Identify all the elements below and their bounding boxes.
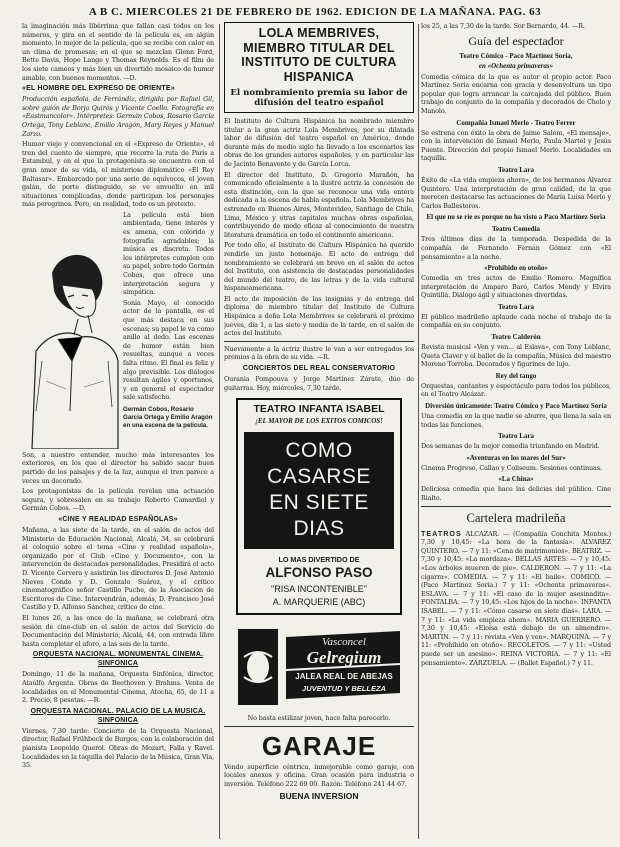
guia-block-title: Rey del tango bbox=[495, 371, 537, 380]
guia-block-subtitle: en «Ochenta primaveras» bbox=[478, 61, 554, 70]
divider bbox=[224, 726, 414, 727]
headline-conciertos: CONCIERTOS DEL REAL CONSERVATORIO bbox=[242, 365, 396, 373]
ad-small-text: No basta estilizar joven, hace falta parecerlo. bbox=[247, 714, 391, 723]
column-1 bbox=[22, 22, 214, 842]
review-paragraph: Humor viejo y convencional en el «Expreso de Oriente», el tren del cuento de siempre, que recorre la ruta de París a Estambul, y en el que la protagonista se encuentra con el gran amor de su vida, el misterioso diplomático «El Rey Baltasar». Embarcado por una serie de equívocos, el joven galán, de porte distinguido, se ve envuelto en mil situaciones complicadas, donde participan los personajes más peregrinos. Pero, en realidad, todo es un pretexto. bbox=[22, 140, 214, 209]
sketch-illustration bbox=[22, 211, 120, 449]
ad-title-block bbox=[244, 432, 394, 549]
guia-block-text: Orquestas, cantantes y espectáculo para todos los públicos, en el Teatro Alcázar. bbox=[421, 381, 611, 399]
side-paragraph: La película está bien ambientada, tiene interés y es amena, con colorido y fotografía agradables; la música es discreta. Todos los intérpretes cumplen con su papel, sobre todo Germán Cobos, que ofrece una interpretación segura y simpática. bbox=[123, 210, 214, 297]
guia-block-title: El que no se ríe es porque no ha visto a Paco Martínez Soria bbox=[426, 213, 606, 222]
guia-block-title: Diversión únicamente: Teatro Cómico y Paco Martínez Soria bbox=[425, 402, 607, 411]
divider bbox=[421, 506, 611, 507]
guia-block bbox=[421, 52, 611, 116]
guia-block-title: Teatro Lara bbox=[498, 302, 534, 311]
ad-lo-mas: LO MAS DIVERTIDO DE bbox=[278, 555, 360, 565]
review-paragraph: Son, a nuestro entender, mucho más interesantes los exteriores, en los que el director ha sabido sacar buen partido de los paisajes y de la luz, aunque el tren parece a veces un decorado. bbox=[22, 450, 214, 485]
top-paragraph: los 25, a las 7,30 de la tarde. Sor Bernardo, 44. —R. bbox=[421, 22, 585, 30]
news-paragraph: Viernes, 7,30 tarde: Concierto de la Orquesta Nacional, director, Rafael Frühbeck de Burgos, con la colaboración del pianista Leopoldo Querol. Obras de Mozart, Falla y Ravel. Localidades en la taquilla del Palacio de la Música, Gran Vía, 35. bbox=[22, 726, 214, 770]
headline-cine-realidad: «CINE Y REALIDAD ESPAÑOLAS» bbox=[58, 516, 178, 524]
article-paragraph: Por todo ello, el Instituto de Cultura Hispánica ha querido rendirle un justo homenaje. El acto de entrega del nombramiento se celebrará en breve en el salón de actos del Instituto, con asistencia de destacadas personalidades del mundo del teatro, de las letras y de la vida cultural hispanoamericana. bbox=[224, 241, 414, 293]
column-rule bbox=[219, 24, 220, 839]
illustration-row bbox=[22, 211, 214, 449]
column-2 bbox=[224, 22, 414, 842]
ad-tagline: ¡EL MAYOR DE LOS EXITOS COMICOS! bbox=[255, 417, 383, 426]
guia-block-title: Teatro Calderón bbox=[491, 333, 541, 342]
side-paragraph: Sonia Mayo, el conocido actor de la pantalla, es el que más destaca en sus escenas; su papel le va como anillo al dedo. Las escenas de humor están bien resueltas, aunque a veces falta ritmo. El final es feliz y algo previsible. Los diálogos resultan ágiles y oportunos, y en general el espectador sale satisfecho. bbox=[123, 298, 214, 402]
guia-block bbox=[421, 432, 611, 451]
guia-block-text: Revista musical «Ven y ven... al Eslava», con Tony Leblanc, Queta Claver y el ballet de la compañía. Música del maestro Moreno Torroba. Decorados y figurines de lujo. bbox=[421, 343, 611, 369]
illustration-caption: Germán Cobos, Rosario García Ortega y Emilio Aragón en una escena de la película. bbox=[123, 405, 213, 429]
guia-block bbox=[421, 119, 611, 163]
guia-block bbox=[421, 213, 611, 222]
guia-block-title: Teatro Cómico - Paco Martínez Soria, bbox=[459, 51, 573, 60]
guia-block-title: Teatro Comedia bbox=[491, 225, 541, 234]
guia-block bbox=[421, 333, 611, 369]
headline-orquesta-palacio: ORQUESTA NACIONAL. PALACIO DE LA MUSICA. SINFONICA bbox=[30, 707, 206, 724]
cartelera-text: ALCAZAR. — (Compañía Conchita Montes.) 7,30 y 10,45: «La hora de la fantasía». ALVAREZ QUINTERO. — 7 y 11: «Cena de matrimonios». BEATRIZ. — 7,30 y 10,45: «La mordaza». BELLAS ARTES. — 7 y 10,45: «Los árboles mueren de pie». CALDERON. — 7 y 11: «La cigarra». COMEDIA. — 7 y 11: «El baile». COMICO. — (Paco Martínez Soria.) 7 y 11: «Ochenta primaveras». ESLAVA. — 7 y 11: «El caso de la mujer asesinadita». FONTALBA. — 7 y 10,45: «Los hijos de la noche». INFANTA ISABEL. — 7 y 11: «Cómo casarse en siete días». LARA. — 7 y 11: «La vida empieza ahora». MARIA GUERRERO. — 7,30 y 10,45: «Eloísa está debajo de un almendro». MARTIN. — 7 y 11: revista «Ven y ven». MARQUINA. — 7 y 11: «Prohibido en otoño». RECOLETOS. — 7 y 11: «Usted puede ser un asesino». REINA VICTORIA. — 7 y 11: «El pensamiento». ZARZUELA. — (Ballet Español.) 7 y 11. bbox=[421, 529, 611, 667]
brand-name: Gelregium bbox=[306, 648, 382, 668]
ad-gelregium bbox=[234, 623, 404, 711]
film-credits: Producción española, de Ferrándiz, dirigida por Rafael Gil, sobre guión de Borja Quirós y Vicente Coello. Fotografía en «Eastmancolor». Intérpretes: Germán Cobos, Rosario García Ortega, Tony Leblanc, Emilio Aragón, Mary Reyes y Manuel Zarzo. bbox=[22, 95, 214, 138]
ad-teatro-infanta-isabel bbox=[236, 398, 402, 615]
article-paragraph: Ourania Pompouva y Jorge Martínez Zárate, dúo de guitarras. Hoy, miércoles, 7,30 tarde. bbox=[224, 375, 414, 392]
actor-sketch-icon bbox=[22, 211, 120, 449]
guia-block-title: «La China» bbox=[498, 475, 534, 484]
column-rule bbox=[418, 24, 419, 839]
headline-box bbox=[224, 22, 414, 113]
illustration-side-text bbox=[123, 211, 214, 430]
guia-block-text: Se estrena con éxito la obra de Jaime Salom, «El mensaje», con la intervención de Ismael Merlo, Paula Martel y Jesús Puente. Dirección del propio Ismael Merlo. Localidades en taquilla. bbox=[421, 128, 611, 163]
guia-block-title: Teatro Lara bbox=[498, 432, 534, 441]
guia-block-text: Comedia cómica de la que es autor el propio actor. Paco Martínez Soria encarna con gracia y desenvoltura un tipo popular que logra arrancar la carcajada del público. Buen trabajo de conjunto de la compañía y decorados de Chelo y Manolo. bbox=[421, 72, 611, 115]
ad-title-line: EN SIETE DIAS bbox=[269, 491, 369, 541]
brand-jalea: JALEA REAL DE ABEJAS bbox=[295, 672, 393, 682]
gelregium-logo-icon bbox=[234, 623, 404, 711]
subheadline: El nombramiento premia su labor de difusión del teatro español bbox=[230, 88, 408, 108]
running-head: A B C. MIERCOLES 21 DE FEBRERO DE 1962. EDICION DE LA MAÑANA. PAG. 63 bbox=[88, 6, 542, 18]
guia-block bbox=[421, 264, 611, 300]
garaje-headline: GARAJE bbox=[261, 730, 377, 761]
brand-tagline: JUVENTUD Y BELLEZA bbox=[302, 684, 386, 694]
cartelera-listing bbox=[421, 530, 611, 668]
guia-block bbox=[421, 225, 611, 261]
guia-block-title: Compañía Ismael Merlo - Teatro Ferrer bbox=[456, 118, 576, 127]
guia-block-title: «Prohibido en otoño» bbox=[483, 264, 549, 273]
news-paragraph: El lunes 26, a las once de la mañana, se celebrará otra sesión de cine-club en el salón de actos del Servicio de Documentación del Ministerio, Alcalá, 44, con entrada libre hasta completar el aforo, a las seis de la tarde. bbox=[22, 613, 214, 648]
article-paragraph: El Instituto de Cultura Hispánica ha nombrado miembro titular a la gran actriz Lola Membrives, por su dilatada labor de difusión del teatro español en América, donde durante más de medio siglo ha llevado a los escenarios las obras de los grandes autores españoles, y en particular las de Jacinto Benavente y de García Lorca. bbox=[224, 117, 414, 168]
guia-block-title: Teatro Lara bbox=[498, 165, 534, 174]
guia-block bbox=[421, 454, 611, 473]
guia-block bbox=[421, 402, 611, 429]
guia-block-text: Una comedia en la que nadie se aburre, que llena la sala en todas las funciones. bbox=[421, 412, 611, 429]
article-paragraph: El director del Instituto, D. Gregorio Marañón, ha comunicado oficialmente a la ilustre actriz la concesión de esta distinción, con la que se reconoce una vida entera dedicada a la escena de habla española. Lola Membrives ha estrenado en Buenos Aires, Montevideo, Santiago de Chile, Lima, México y otras capitales muchas obras españolas, contribuyendo de modo eficaz al conocimiento de nuestra literatura dramática en todo el continente americano. bbox=[224, 170, 414, 239]
article-paragraph: El acto de imposición de las insignias y de entrega del diploma de miembro titular del Instituto de Cultura Hispánica a doña Lola Membrives se celebrará el próximo jueves, día 1, a las siete y media de la tarde, en el salón de actos del Instituto. bbox=[224, 294, 414, 338]
ad-critic: A. MARQUERIE (ABC) bbox=[272, 597, 366, 608]
guia-block bbox=[421, 372, 611, 399]
headline-hombre-expreso: «EL HOMBRE DEL EXPRESO DE ORIENTE» bbox=[22, 85, 175, 93]
guia-block-text: Tres últimos días de la temporada. Despedida de la compañía de Fernando Fernán Gómez con «El pensamiento» a la noche. bbox=[421, 235, 611, 261]
headline-orquesta-monumental: ORQUESTA NACIONAL. MONUMENTAL CINEMA. SINFONICA bbox=[32, 651, 204, 668]
ad-quote: "RISA INCONTENIBLE" bbox=[271, 584, 367, 595]
guia-block-text: Deliciosa comedia que hace las delicias del público. Cine Rialto. bbox=[421, 485, 611, 502]
news-paragraph: Domingo, 11 de la mañana, Orquesta Sinfónica, director, Ataúlfo Argenta. Obras de Beethoven y Brahms. Venta de localidades en el Monumental Cinema, Atocha, 65, de 11 a 2. Precio, 8 pesetas. —R. bbox=[22, 670, 214, 705]
guia-block-text: Dos semanas de la mejor comedia triunfando en Madrid. bbox=[421, 442, 600, 451]
guia-block-text: Comedia en tres actos de Emilio Romero. Magnífica interpretación de Amparo Baró, Carlos Mendy y Elvira Quintillá. Diálogo ágil y situaciones divertidas. bbox=[421, 274, 611, 300]
cartelera-title: Cartelera madrileña bbox=[466, 510, 566, 525]
column-3 bbox=[421, 22, 611, 842]
guia-block-text: Cinema Progreso, Callao y Coliseum. Sesiones continuas. bbox=[421, 463, 602, 472]
news-paragraph: Mañana, a las siete de la tarde, en el salón de actos del Ministerio de Educación Nacional, Alcalá, 34, se celebrará el coloquio sobre el tema «Cine y realidad española», organizado por el Club «Cine y Documento», con la intervención de destacadas personalidades. Presidirá el acto D. Vicente Cervera y asistirán los directores D. José Antonio Nieves Conde y D. Gonzalo Suárez, y el crítico cinematográfico señor Castillo Puche, de la Asociación de Escritores de Cine. Intervendrán, además, D. Francisco José Castillo y D. Alfonso Sánchez, crítico de cine. bbox=[22, 526, 214, 612]
divider bbox=[224, 341, 414, 342]
guia-block-text: El público madrileño aplaude cada noche el trabajo de la compañía en su conjunto. bbox=[421, 312, 611, 330]
garaje-text: Vendo superficie céntrica, inmejorable como garaje, con locales anexos y oficina. Gran ocasión para industria o inversión. Teléfono 222 69 00. Razón: Teléfono 241 44 67. bbox=[224, 762, 414, 788]
guia-block-title: «Aventuras en los mares del Sur» bbox=[466, 453, 566, 462]
guia-block bbox=[421, 475, 611, 502]
review-paragraph: Los protagonistas de la película revelan una actuación segura, y sobresalen en su trabajo Roberto Camardiel y Germán Cobos. —D. bbox=[22, 487, 214, 513]
brand-top: Vasconcel bbox=[322, 636, 366, 649]
teatros-label: TEATROS bbox=[421, 528, 462, 538]
buena-inversion: BUENA INVERSION bbox=[279, 790, 359, 801]
ad-theatre-name: TEATRO INFANTA ISABEL bbox=[253, 403, 385, 416]
ad-title-line: COMO CASARSE bbox=[267, 439, 371, 489]
guia-title: Guía del espectador bbox=[468, 33, 564, 48]
headline-membrives: LOLA MEMBRIVES, MIEMBRO TITULAR DEL INSTITUTO DE CULTURA HISPANICA bbox=[241, 26, 397, 84]
guia-block bbox=[421, 303, 611, 330]
ad-author: ALFONSO PASO bbox=[265, 565, 373, 581]
guia-block bbox=[421, 166, 611, 210]
article-paragraph: Nuevamente a la actriz ilustre le van a ser entregados los premios a la obra de su vida. —R. bbox=[224, 344, 414, 362]
intro-paragraph: la imaginación más libérrima que fallan casi todos en los números, y gira en el sentido de la película es, en algún momento, lo mejor de la película, que se recibe con calor en un clima de promesas; en el que se mezclan Glenn Ford, Bette Davis, Hope Lange y Thomas Reynolds. Es el film de los siete cameos y más bien un divertido mosaico de humor amable, con buenos momentos. —D. bbox=[22, 22, 214, 82]
guia-block-text: Éxito de «La vida empieza ahora», de los hermanos Álvarez Quintero. Una interpretación de gran calidad, de la que merecen destacarse las actuaciones de María Luisa Merlo y Carlos Ballesteros. bbox=[421, 175, 611, 210]
